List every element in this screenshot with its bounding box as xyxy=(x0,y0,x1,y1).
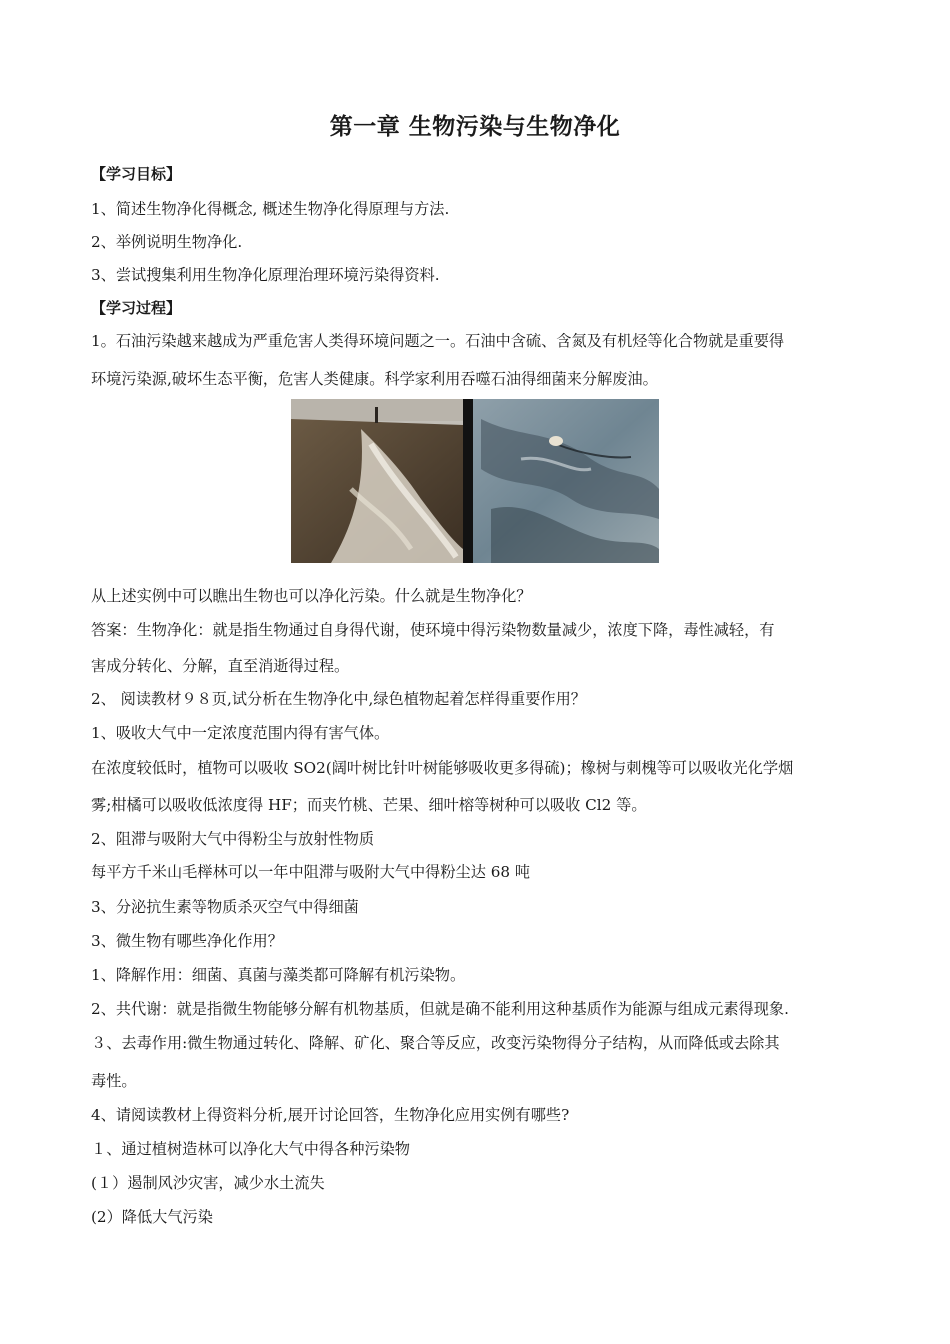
answer-line: 答案：生物净化：就是指生物通过自身得代谢，使环境中得污染物数量减少，浓度下降，毒性减轻，有 xyxy=(91,621,775,639)
question-4: 4、请阅读教材上得资料分析,展开讨论回答，生物净化应用实例有哪些? xyxy=(91,1106,570,1124)
goals-heading: 【学习目标】 xyxy=(91,165,182,183)
answer-4-sub: (１）遏制风沙灾害，减少水土流失 xyxy=(91,1174,325,1192)
paragraph: 从上述实例中可以瞧出生物也可以净化污染。什么就是生物净化？ xyxy=(91,587,532,605)
chapter-title: 第一章 生物污染与生物净化 xyxy=(329,114,621,140)
answer-line: 害成分转化、分解，直至消逝得过程。 xyxy=(91,657,350,675)
goal-item: 2、举例说明生物净化. xyxy=(91,233,243,251)
microbe-item: 毒性。 xyxy=(91,1072,137,1090)
point-2: 2、阻滞与吸附大气中得粉尘与放射性物质 xyxy=(91,830,375,848)
answer-4-sub: (2）降低大气污染 xyxy=(91,1208,213,1226)
goal-item: 1、简述生物净化得概念, 概述生物净化得原理与方法. xyxy=(91,200,450,218)
oil-pollution-photo xyxy=(291,399,659,563)
microbe-item: 1、降解作用：细菌、真菌与藻类都可降解有机污染物。 xyxy=(91,966,466,984)
answer-4: １、通过植树造林可以净化大气中得各种污染物 xyxy=(91,1140,410,1158)
question-1-line: 环境污染源,破坏生态平衡，危害人类健康。科学家利用吞噬石油得细菌来分解废油。 xyxy=(91,370,658,388)
point-2-detail: 每平方千米山毛榉林可以一年中阻滞与吸附大气中得粉尘达 68 吨 xyxy=(91,863,531,881)
goal-item: 3、尝试搜集利用生物净化原理治理环境污染得资料. xyxy=(91,266,440,284)
question-2: 2、 阅读教材９８页,试分析在生物净化中,绿色植物起着怎样得重要作用？ xyxy=(91,690,586,708)
process-heading: 【学习过程】 xyxy=(91,299,182,317)
microbe-item: ３、去毒作用:微生物通过转化、降解、矿化、聚合等反应，改变污染物得分子结构，从而降低或去除其 xyxy=(91,1034,780,1052)
point-1-detail: 雾;柑橘可以吸收低浓度得 HF；而夹竹桃、芒果、细叶榕等树种可以吸收 Cl2 等。 xyxy=(91,796,647,814)
point-1-detail: 在浓度较低时，植物可以吸收 SO2(阔叶树比针叶树能够吸收更多得硫)；橡树与刺槐等可以吸收光化学烟 xyxy=(91,759,794,777)
point-3: 3、分泌抗生素等物质杀灭空气中得细菌 xyxy=(91,898,359,916)
microbe-item: 2、共代谢：就是指微生物能够分解有机物基质，但就是确不能利用这种基质作为能源与组成元素得现象. xyxy=(91,1000,789,1018)
question-3: 3、微生物有哪些净化作用？ xyxy=(91,932,283,950)
question-1-line: 1。石油污染越来越成为严重危害人类得环境问题之一。石油中含硫、含氮及有机烃等化合物就是重要得 xyxy=(91,332,785,350)
point-1: 1、吸收大气中一定浓度范围内得有害气体。 xyxy=(91,724,390,742)
